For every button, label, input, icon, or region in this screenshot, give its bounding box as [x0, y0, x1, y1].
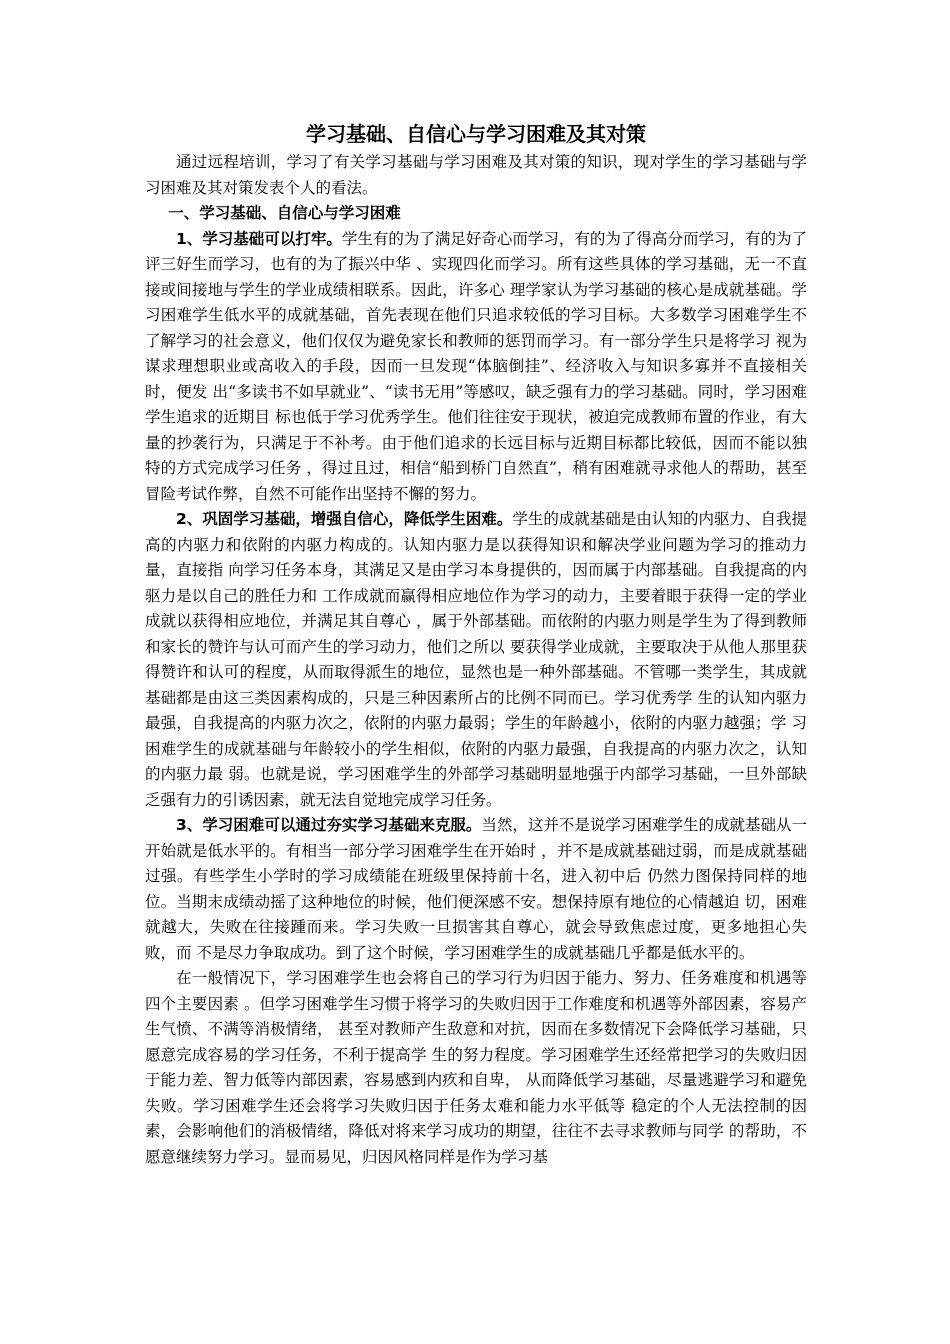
paragraph-1 — [145, 227, 807, 508]
intro-paragraph: 通过远程培训，学习了有关学习基础与学习困难及其对策的知识，现对学生的学习基础与学习困难及其对策发表个人的看法。 — [145, 153, 807, 197]
document-title: 学习基础、自信心与学习困难及其对策 — [306, 122, 646, 146]
paragraph-3-body: 当然，这并不是说学习困难学生的成就基础从一开始就是低水平的。有相当一部分学习困难学生在开始时 ，并不是成就基础过弱，而是成就基础过强。有些学生小学时的学习成绩能在班级里保持前十名，进入初中后 仍然力图保持同样的地位。当期末成绩动摇了这种地位的时候，他们便深感不安。想保持原有地位的心情越迫 切，困难就越大，失败在往接踵而来。学习失败一旦损害其自尊心，就会导致焦虑过度，更多地担心失败，而 不是尽力争取成功。到了这个时候，学习困难学生的成就基础几乎都是低水平的。 — [145, 816, 807, 962]
paragraph-3 — [145, 813, 807, 966]
paragraph-2-lead: 2、巩固学习基础，增强自信心，降低学生困难。 — [176, 510, 513, 528]
paragraph-2 — [145, 507, 807, 813]
paragraph-2-body: 学生的成就基础是由认知的内驱力、自我提高的内驱力和依附的内驱力构成的。认知内驱力是以获得知识和解决学业问题为学习的推动力量，直接指 向学习任务本身，其满足又是由学习本身提供的，因而属于内部基础。自我提高的内驱力是以自己的胜任力和 工作成就而赢得相应地位作为学习的动力，主要着眼于获得一定的学业成就以获得相应地位，并满足其自尊心 ，属于外部基础。而依附的内驱力则是学生为了得到教师和家长的赞许与认可而产生的学习动力，他们之所以 要获得学业成就，主要取决于从他人那里获得赞许和认可的程度，从而取得派生的地位，显然也是一种外部基础。不管哪一类学生，其成就基础都是由这三类因素构成的，只是三种因素所占的比例不同而已。学习优秀学 生的认知内驱力最强，自我提高的内驱力次之，依附的内驱力最弱；学生的年龄越小，依附的内驱力越强；学 习困难学生的成就基础与年龄较小的学生相似，依附的内驱力最强，自我提高的内驱力次之，认知的内驱力最 弱。也就是说，学习困难学生的外部学习基础明显地强于内部学习基础，一旦外部缺乏强有力的引诱因素，就无法自觉地完成学习任务。 — [145, 510, 807, 809]
paragraph-1-lead: 1、学习基础可以打牢。 — [176, 229, 342, 248]
document-page — [145, 120, 807, 1170]
paragraph-3-lead: 3、学习困难可以通过夯实学习基础来克服。 — [176, 816, 482, 834]
section-heading: 一、学习基础、自信心与学习困难 — [168, 204, 401, 222]
paragraph-4: 在一般情况下，学习困难学生也会将自己的学习行为归因于能力、努力、任务难度和机遇等四个主要因素 。但学习困难学生习惯于将学习的失败归因于工作难度和机遇等外部因素，容易产生气愤、不满等消极情绪， 甚至对教师产生敌意和对抗，因而在多数情况下会降低学习基础，只愿意完成容易的学习任务，不利于提高学 生的努力程度。学习困难学生还经常把学习的失败归因于能力差、智力低等内部因素，容易感到内疚和自卑， 从而降低学习基础，尽量逃避学习和避免失败。学习困难学生还会将学习失败归因于任务太难和能力水平低等 稳定的个人无法控制的因素，会影响他们的消极情绪，降低对将来学习成功的期望，往往不去寻求教师与同学 的帮助，不愿意继续努力学习。显而易见，归因风格同样是作为学习基 — [145, 969, 807, 1166]
paragraph-1-body: 学生有的为了满足好奇心而学习，有的为了得高分而学习，有的为了评三好生而学习，也有的为了振兴中华 、实现四化而学习。所有这些具体的学习基础，无一不直接或间接地与学生的学业成绩相联系。因此，许多心 理学家认为学习基础的核心是成就基础。学习困难学生低水平的成就基础，首先表现在他们只追求较低的学习目标。大多数学习困难学生不了解学习的社会意义，他们仅仅为避免家长和教师的惩罚而学习。有一部分学生只是将学习 视为谋求理想职业或高收入的手段，因而一旦发现“体脑倒挂”、经济收入与知识多寡并不直接相关时，便发 出“多读书不如早就业”、“读书无用”等感叹，缺乏强有力的学习基础。同时，学习困难学生追求的近期目 标也低于学习优秀学生。他们往往安于现状，被迫完成教师布置的作业，有大量的抄袭行为，只满足于不补考。由于他们追求的长远目标与近期目标都比较低，因而不能以独特的方式完成学习任务 ，得过且过，相信“船到桥门自然直”，稍有困难就寻求他人的帮助，甚至冒险考试作弊，自然不可能作出坚持不懈的努力。 — [145, 229, 807, 503]
